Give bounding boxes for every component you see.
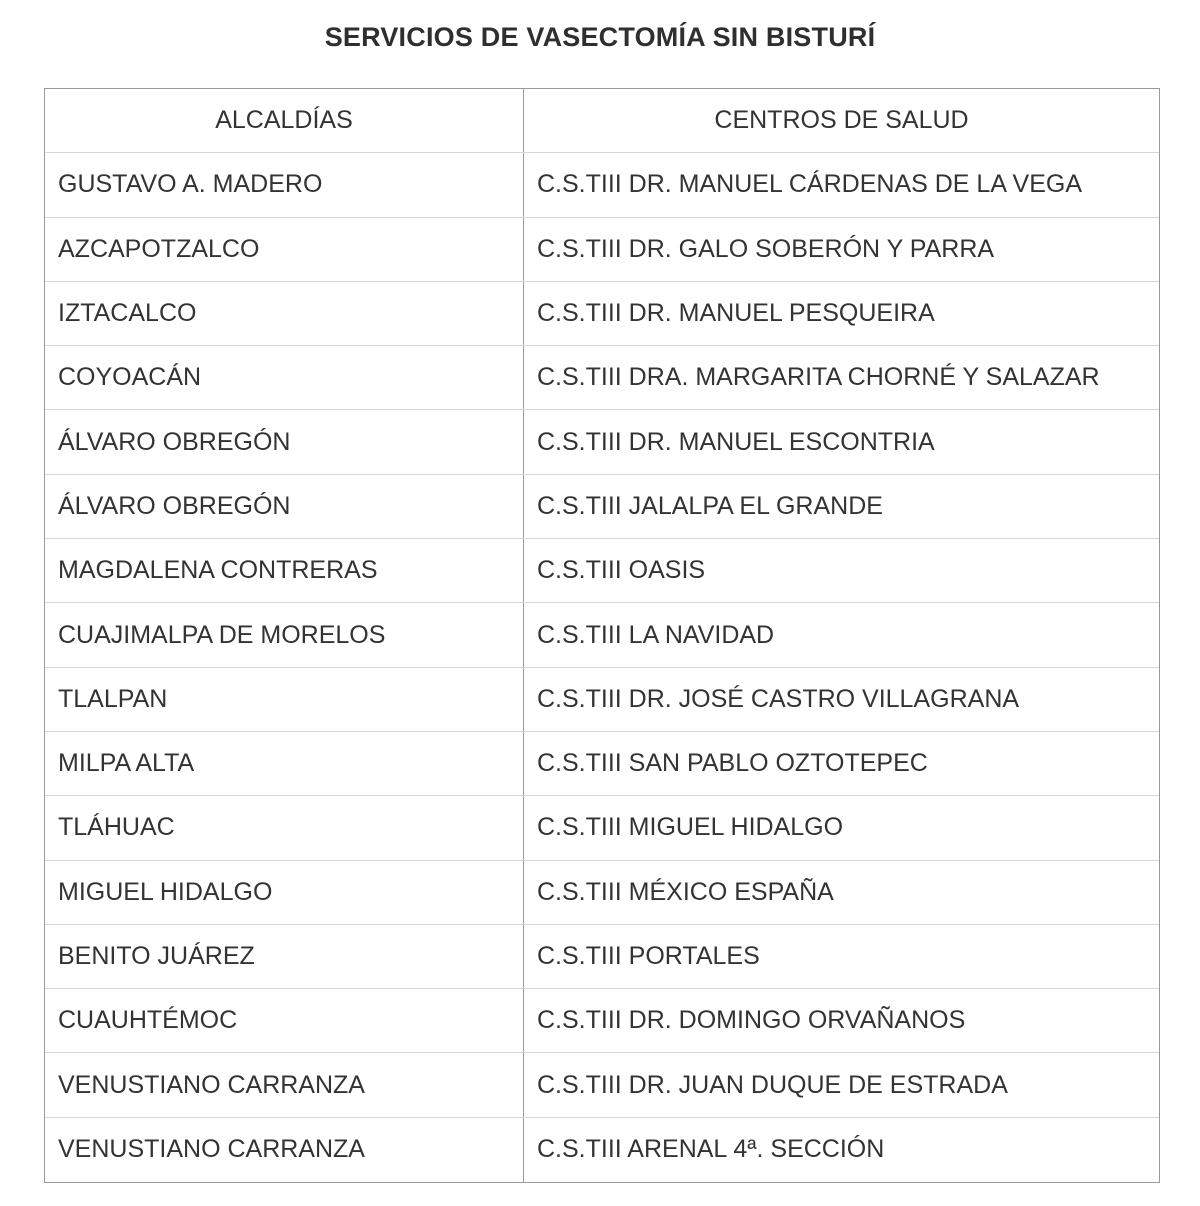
centro-de-salud-cell: C.S.TIII DR. MANUEL CÁRDENAS DE LA VEGA	[537, 170, 1083, 199]
page-title: SERVICIOS DE VASECTOMÍA SIN BISTURÍ	[324, 22, 876, 52]
table-row	[45, 346, 1159, 410]
centro-de-salud-cell: C.S.TIII ARENAL 4ª. SECCIÓN	[537, 1135, 885, 1164]
centro-de-salud-cell: C.S.TIII DRA. MARGARITA CHORNÉ Y SALAZAR	[537, 363, 1100, 392]
table-row	[45, 861, 1159, 925]
centro-de-salud-cell: C.S.TIII OASIS	[537, 556, 706, 585]
centro-de-salud-cell: C.S.TIII MIGUEL HIDALGO	[537, 813, 844, 842]
centro-de-salud-cell: C.S.TIII DR. JUAN DUQUE DE ESTRADA	[537, 1070, 1008, 1099]
alcaldia-cell: COYOACÁN	[45, 346, 524, 409]
alcaldia-cell: ÁLVARO OBREGÓN	[45, 475, 524, 538]
table-row	[45, 732, 1159, 796]
centro-de-salud-cell: C.S.TIII JALALPA EL GRANDE	[537, 491, 883, 520]
alcaldia-cell: VENUSTIANO CARRANZA	[45, 1053, 524, 1116]
alcaldia-cell: MILPA ALTA	[45, 732, 524, 795]
table-row	[45, 1053, 1159, 1117]
table-body	[45, 153, 1159, 1182]
table-row	[45, 153, 1159, 217]
centro-de-salud-cell: C.S.TIII LA NAVIDAD	[537, 620, 775, 649]
centro-de-salud-cell: C.S.TIII DR. GALO SOBERÓN Y PARRA	[537, 234, 995, 263]
alcaldia-cell: IZTACALCO	[45, 282, 524, 345]
alcaldia-cell: VENUSTIANO CARRANZA	[45, 1118, 524, 1182]
alcaldia-cell: TLÁHUAC	[45, 796, 524, 859]
table-row	[45, 668, 1159, 732]
centro-de-salud-cell: C.S.TIII PORTALES	[537, 942, 760, 970]
table-row	[45, 603, 1159, 667]
alcaldia-cell: MIGUEL HIDALGO	[45, 861, 524, 924]
centro-de-salud-cell: C.S.TIII DR. MANUEL ESCONTRIA	[537, 427, 935, 456]
table-row	[45, 925, 1159, 989]
alcaldia-cell: TLALPAN	[45, 668, 524, 731]
alcaldia-cell: MAGDALENA CONTRERAS	[45, 539, 524, 602]
centro-de-salud-cell: C.S.TIII SAN PABLO OZTOTEPEC	[537, 749, 928, 778]
table-header-row	[45, 89, 1159, 153]
alcaldia-cell: ÁLVARO OBREGÓN	[45, 410, 524, 473]
table-row	[45, 475, 1159, 539]
alcaldia-cell: CUAUHTÉMOC	[45, 989, 524, 1052]
centro-de-salud-cell: C.S.TIII DR. DOMINGO ORVAÑANOS	[537, 1006, 966, 1035]
table-row	[45, 282, 1159, 346]
column-header-alcaldias: ALCALDÍAS	[45, 89, 524, 152]
table-row	[45, 410, 1159, 474]
table-row	[45, 1118, 1159, 1182]
table-row	[45, 539, 1159, 603]
centro-de-salud-cell: C.S.TIII DR. JOSÉ CASTRO VILLAGRANA	[537, 684, 1020, 713]
table-row	[45, 218, 1159, 282]
alcaldia-cell: GUSTAVO A. MADERO	[45, 153, 524, 216]
column-header-centros-de-salud: CENTROS DE SALUD	[714, 106, 969, 135]
centro-de-salud-cell: C.S.TIII DR. MANUEL PESQUEIRA	[537, 299, 935, 328]
table-row	[45, 989, 1159, 1053]
alcaldia-cell: BENITO JUÁREZ	[45, 925, 524, 988]
table-row	[45, 796, 1159, 860]
alcaldia-cell: AZCAPOTZALCO	[45, 218, 524, 281]
alcaldia-cell: CUAJIMALPA DE MORELOS	[45, 603, 524, 666]
health-centers-table	[44, 88, 1160, 1183]
centro-de-salud-cell: C.S.TIII MÉXICO ESPAÑA	[537, 877, 834, 906]
